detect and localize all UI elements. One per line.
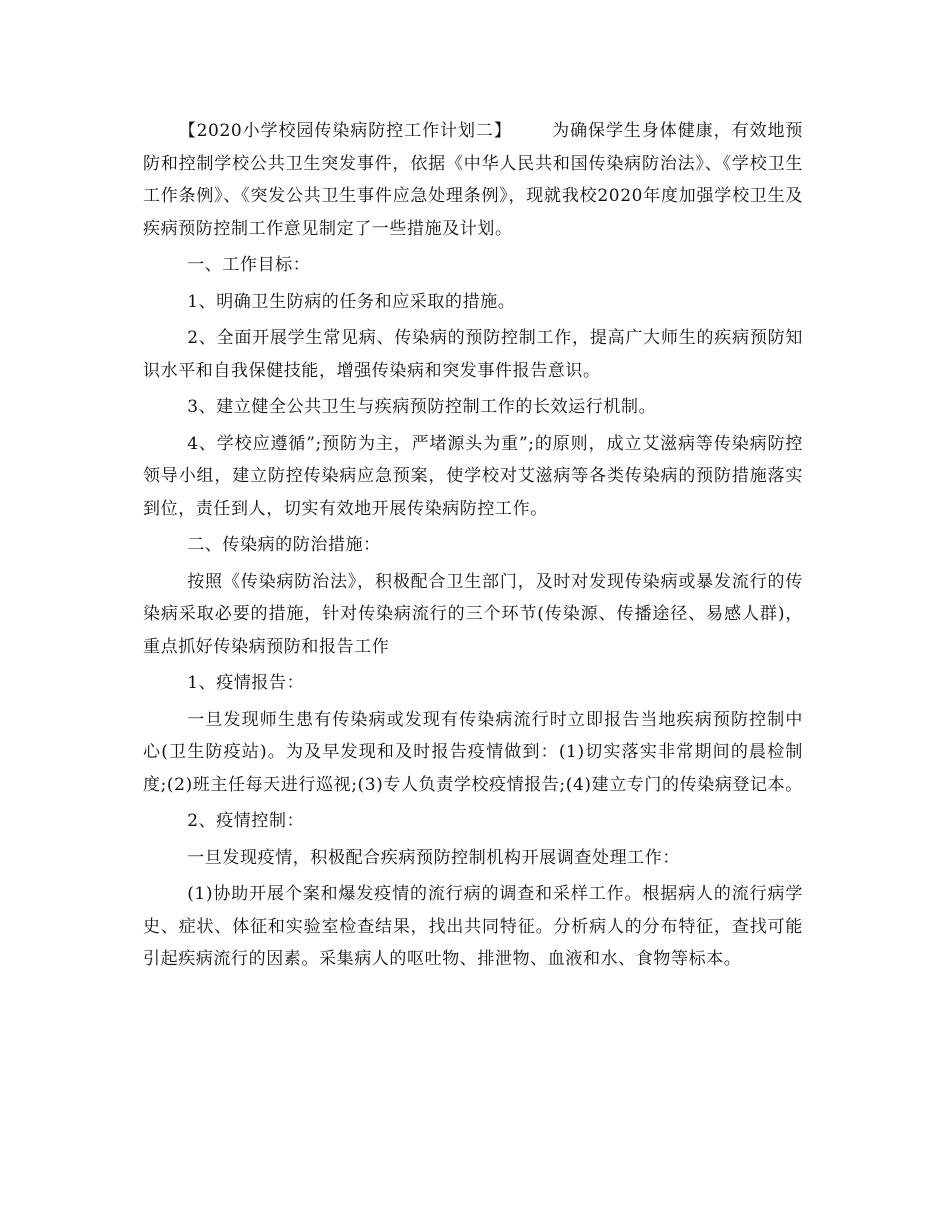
intro-paragraph bbox=[143, 115, 803, 245]
intro-body: 为确保学生身体健康，有效地预防和控制学校公共卫生突发事件，依据《中华人民共和国传染病防治法》、《学校卫生工作条例》、《突发公共卫生事件应急处理条例》，现就我校2020年度加强学校卫生及疾病预防控制工作意见制定了一些措施及计划。 bbox=[143, 121, 804, 239]
measures-paragraph: 按照《传染病防治法》，积极配合卫生部门，及时对发现传染病或暴发流行的传染病采取必要的措施，针对传染病流行的三个环节(传染源、传播途径、易感人群)，重点抓好传染病预防和报告工作 bbox=[143, 571, 803, 657]
epidemic-report-paragraph: 一旦发现师生患有传染病或发现有传染病流行时立即报告当地疾病预防控制中心(卫生防疫站)。为及早发现和及时报告疫情做到：(1)切实落实非常期间的晨检制度;(2)班主任每天进行巡视;(3)专人负责学校疫情报告;(4)建立专门的传染病登记本。 bbox=[143, 709, 803, 795]
section-heading-goals: 一、工作目标： bbox=[187, 255, 311, 275]
goal-item-4: 4、学校应遵循”;预防为主，严堵源头为重”;的原则，成立艾滋病等传染病防控领导小组，建立防控传染病应急预案，使学校对艾滋病等各类传染病的预防措施落实到位，责任到人，切实有效地开展传染病防控工作。 bbox=[143, 433, 803, 519]
control-item-1: (1)协助开展个案和爆发疫情的流行病的调查和采样工作。根据病人的流行病学史、症状、体征和实验室检查结果，找出共同特征。分析病人的分布特征，查找可能引起疾病流行的因素。采集病人的呕吐物、排泄物、血液和水、食物等标本。 bbox=[143, 884, 803, 969]
section-heading-measures: 二、传染病的防治措施： bbox=[187, 535, 381, 555]
epidemic-control-paragraph: 一旦发现疫情，积极配合疾病预防控制机构开展调查处理工作： bbox=[187, 847, 680, 868]
goal-item-3: 3、建立健全公共卫生与疾病预防控制工作的长效运行机制。 bbox=[187, 397, 657, 417]
document-body bbox=[143, 115, 803, 980]
goal-item-1: 1、明确卫生防病的任务和应采取的措施。 bbox=[187, 291, 516, 312]
subheading-epidemic-report: 1、疫情报告： bbox=[187, 673, 305, 693]
goal-item-2: 2、全面开展学生常见病、传染病的预防控制工作，提高广大师生的疾病预防知识水平和自我保健技能，增强传染病和突发事件报告意识。 bbox=[143, 328, 803, 381]
intro-title: 【2020小学校园传染病防控工作计划二】 bbox=[178, 121, 512, 141]
subheading-epidemic-control: 2、疫情控制： bbox=[187, 811, 305, 831]
